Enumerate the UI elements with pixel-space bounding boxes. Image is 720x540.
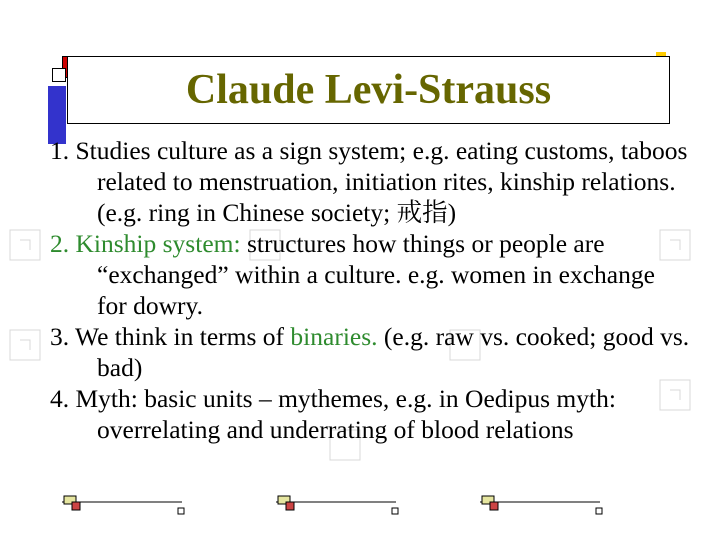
list-item: [50, 321, 690, 383]
item-number: 3.: [50, 322, 70, 351]
item-highlight: binaries.: [290, 322, 378, 351]
bottom-decoration: [0, 490, 720, 530]
white-square: [52, 68, 66, 82]
item-text: (e.g. raw vs. cooked; good vs. bad): [97, 322, 690, 382]
list-item: [50, 135, 690, 228]
item-text: structures how things or people are “exchanged” within a culture. e.g. women in exchange for dowry.: [97, 229, 655, 320]
bullet-list: [50, 135, 690, 445]
item-number: 1.: [50, 136, 70, 165]
slide-title: Claude Levi-Strauss: [185, 67, 552, 113]
list-item: [50, 228, 690, 321]
item-text: We think in terms of: [69, 322, 291, 351]
item-text: Studies culture as a sign system; e.g. eating customs, taboos related to menstruation, initiation rites, kinship relations. (e.g. ring in Chinese society; 戒指): [69, 136, 688, 227]
item-number: 2.: [50, 229, 70, 258]
item-number: 4.: [50, 384, 70, 413]
list-item: [50, 383, 690, 445]
item-text: Myth: basic units – mythemes, e.g. in Oedipus myth: overrelating and underrating of blood relations: [69, 384, 616, 444]
item-highlight: Kinship system:: [69, 229, 241, 258]
title-box: [67, 56, 670, 124]
